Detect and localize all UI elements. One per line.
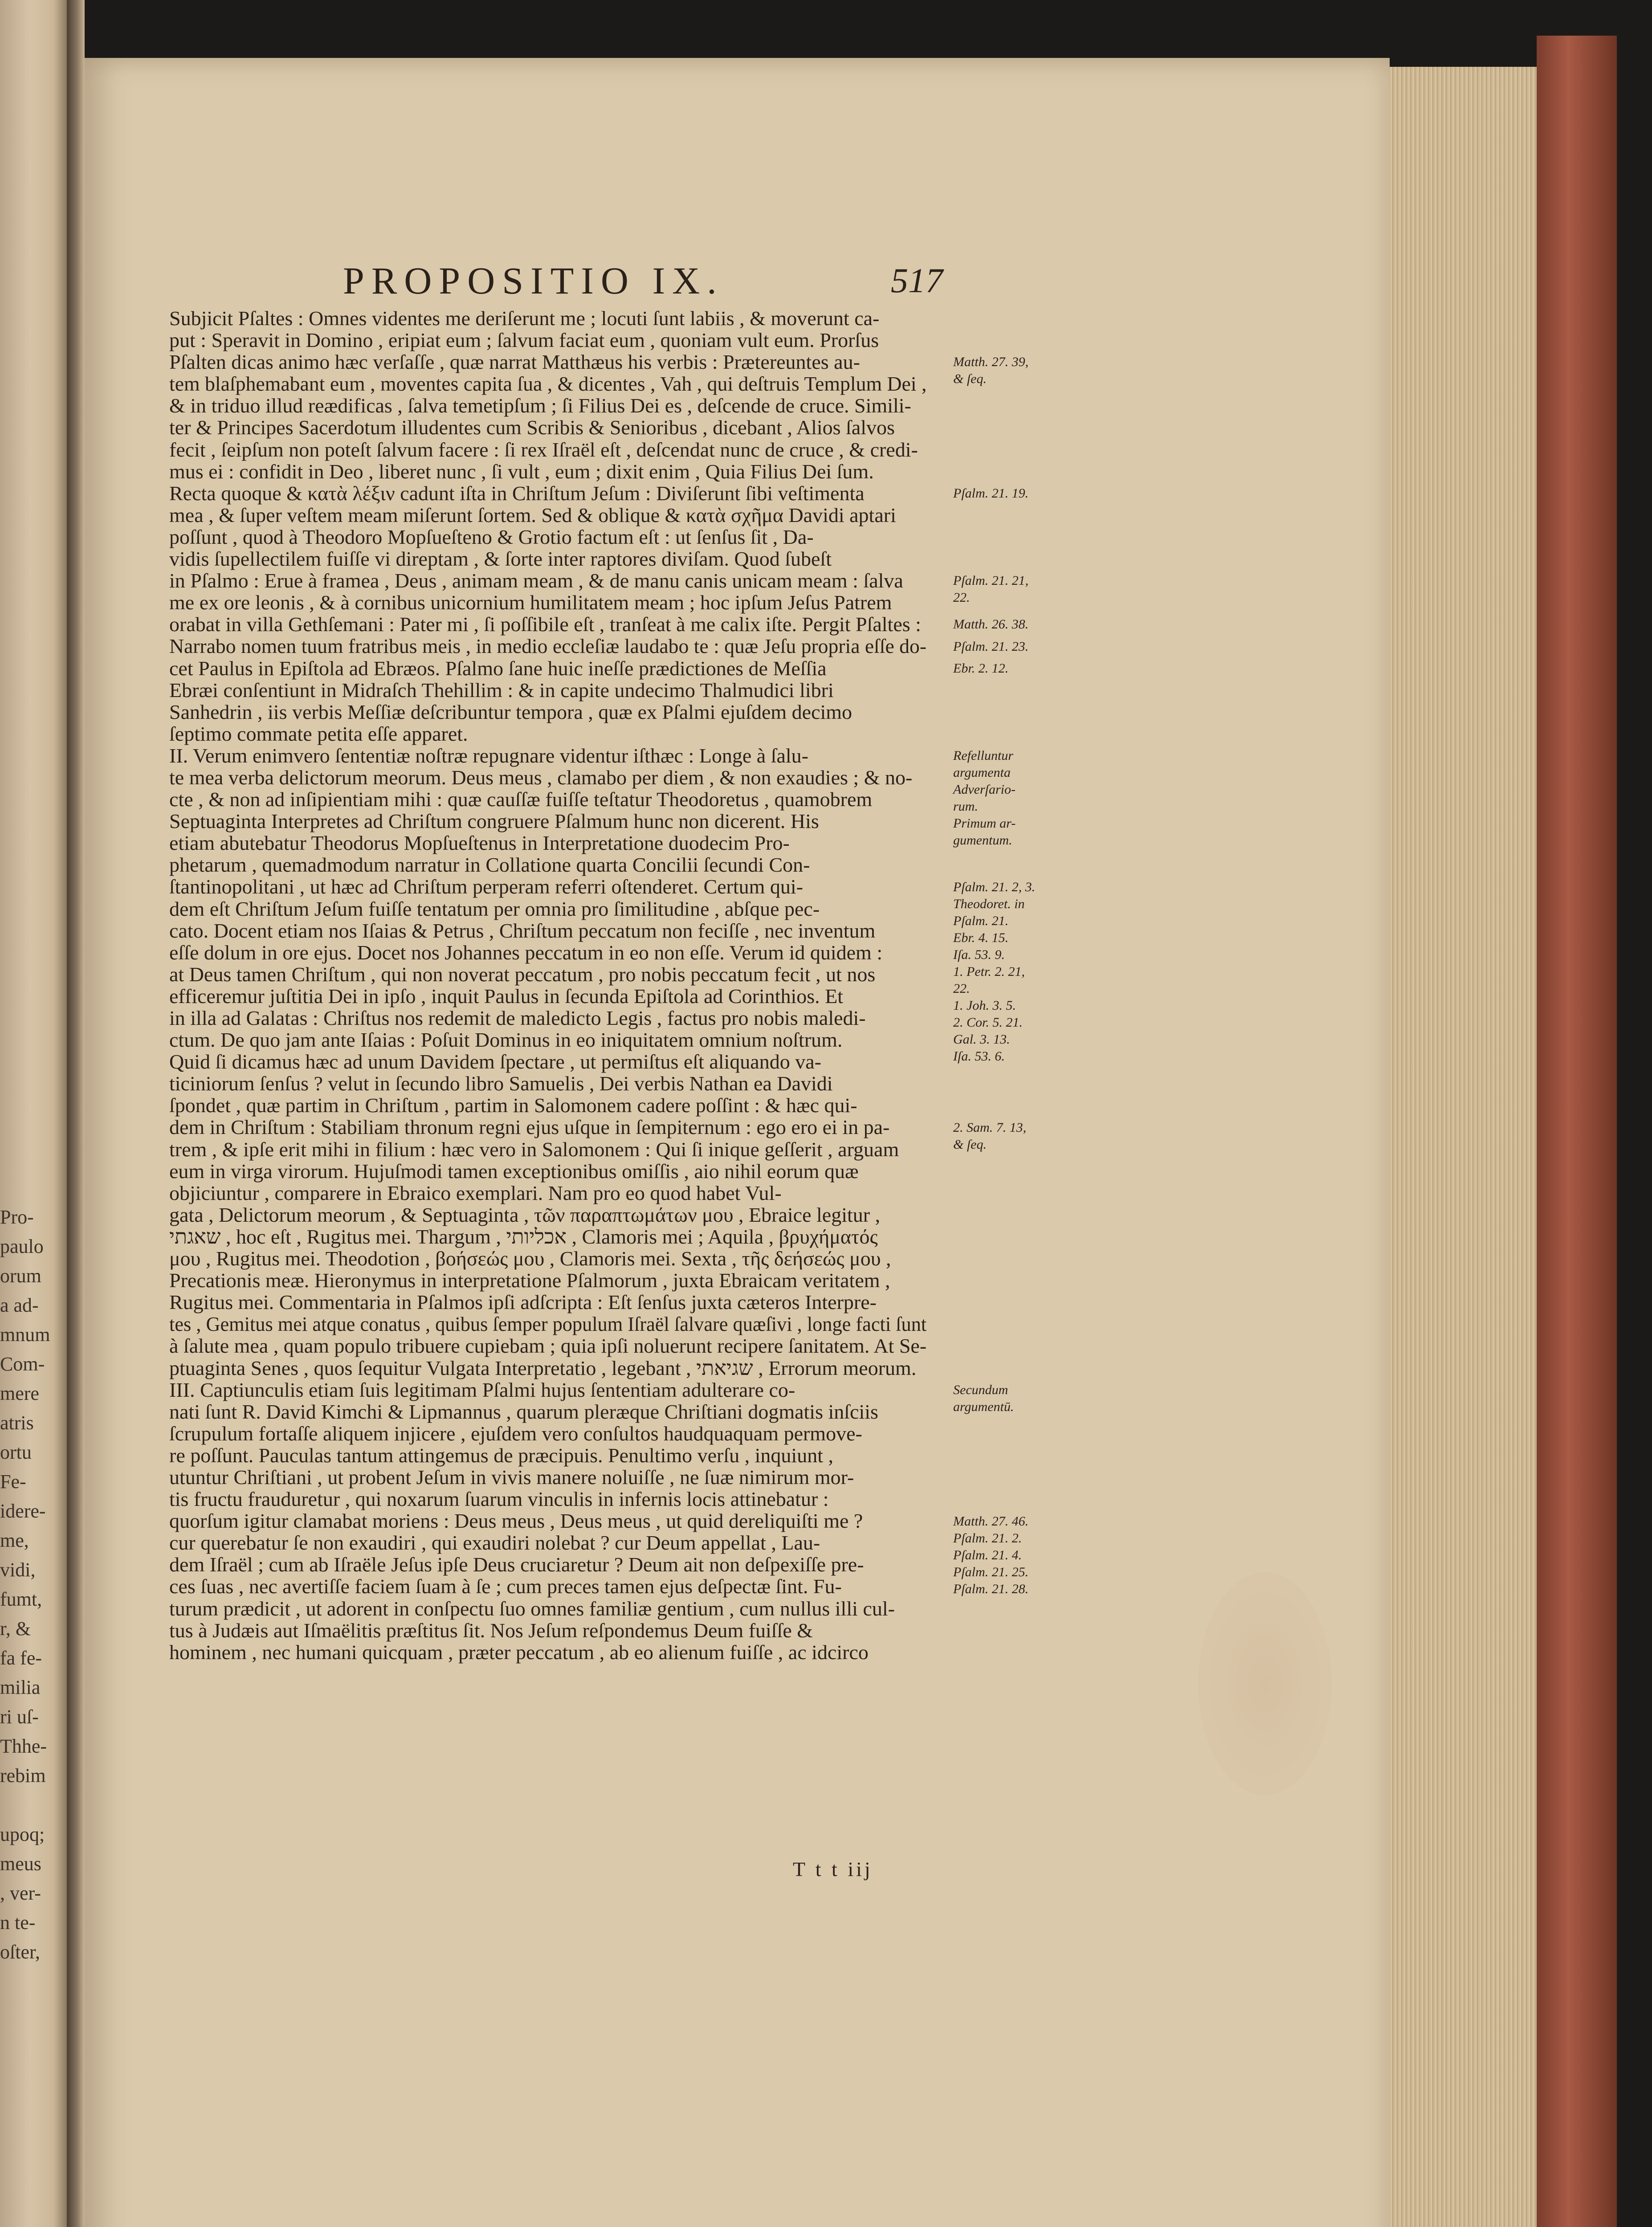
- margin-note-line: 1. Petr. 2. 21,: [953, 964, 1025, 979]
- margin-note: [953, 1119, 1026, 1153]
- left-fragment-line: oſter,: [0, 1941, 40, 1963]
- text-line: Recta quoque & κατὰ λέξιν cadunt iſta in Chriſtum Jeſum : Diviſerunt ſibi veſtimenta: [169, 481, 865, 505]
- text-line: nati ſunt R. David Kimchi & Lipmannus , quarum pleræque Chriſtiani dogmatis inſciis: [169, 1400, 878, 1423]
- text-line: quorſum igitur clamabat moriens : Deus meus , Deus meus , ut quid dereliquiſti me ?: [169, 1509, 863, 1533]
- margin-note-line: Iſa. 53. 6.: [953, 1048, 1005, 1064]
- text-line: tes , Gemitus mei atque conatus , quibus ſemper populum Iſraël ſalvare quæſivi , longe facti ſunt: [169, 1313, 927, 1336]
- text-line: trem , & ipſe erit mihi in filium : hæc vero in Salomonem : Qui ſi inique geſſerit , arguam: [169, 1138, 899, 1161]
- left-fragment-line: [0, 1791, 62, 1820]
- text-line: à ſalute mea , quam populo tribuere cupiebam ; quia ipſi noluerunt recipere ſanitatem. At Se-: [169, 1334, 927, 1358]
- margin-note-line: Pſalm. 21. 28.: [953, 1581, 1029, 1596]
- margin-note-line: Pſalm. 21. 25.: [953, 1564, 1029, 1579]
- text-line: ſeptimo commate petita eſſe apparet.: [169, 722, 468, 745]
- text-line: orabat in villa Gethſemani : Pater mi , ſi poſſibile eſt , tranſeat à me calix iſte. Pergit Pſaltes :: [169, 613, 921, 636]
- page-block-edge: [1390, 67, 1537, 2227]
- text-line: dem in Chriſtum : Stabiliam thronum regni ejus uſque in ſempiternum : ego ero ei in pa-: [169, 1116, 890, 1139]
- running-head: PROPOSITIO IX.: [343, 259, 724, 302]
- text-line: שאגתי , hoc eſt , Rugitus mei. Thargum , אכליותי , Clamoris mei ; Aquila , βρυχήματός: [169, 1225, 878, 1248]
- margin-note-line: 22.: [953, 590, 970, 605]
- text-line: Narrabo nomen tuum fratribus meis , in medio eccleſiæ laudabo te : quæ Jeſu propria eſſe do-: [169, 635, 927, 658]
- margin-note-line: Pſalm. 21. 2.: [953, 1530, 1022, 1546]
- left-fragment-line: mnum: [0, 1324, 50, 1346]
- left-fragment-line: atris: [0, 1412, 34, 1434]
- left-fragment-line: a ad-: [0, 1294, 39, 1316]
- text-line: hominem , nec humani quicquam , præter peccatum , ab eo alienum fuiſſe , ac idcirco: [169, 1640, 869, 1664]
- text-line: ter & Principes Sacerdotum illudentes cum Scribis & Senioribus , dicebant , Alios ſalvos: [169, 416, 895, 439]
- left-fragment-line: Fe-: [0, 1471, 26, 1493]
- text-line: poſſunt , quod à Theodoro Mopſueſteno & Grotio factum eſt : ut ſenſus ſit , Da-: [169, 525, 814, 548]
- margin-note-line: Ebr. 4. 15.: [953, 930, 1009, 945]
- text-line: dem Iſraël ; cum ab Iſraële Jeſus ipſe Deus cruciaretur ? Deum ait non deſpexiſſe pre-: [169, 1553, 864, 1576]
- margin-note: [953, 879, 1035, 1065]
- margin-note: [953, 747, 1016, 849]
- text-line: te mea verba delictorum meorum. Deus meus , clamabo per diem , & non exaudies ; & no-: [169, 766, 913, 789]
- text-line: re poſſunt. Pauculas tantum attingemus de præcipuis. Penultimo verſu , inquiunt ,: [169, 1444, 833, 1467]
- left-fragment-line: upoq;: [0, 1823, 45, 1845]
- text-line: Quid ſi dicamus hæc ad unum Davidem ſpectare , ut permiſtus eſt aliquando va-: [169, 1050, 821, 1073]
- text-line: etiam abutebatur Theodorus Mopſueſtenus in Interpretatione duodecim Pro-: [169, 832, 790, 855]
- text-line: ſcrupulum fortaſſe aliquem injicere , ejuſdem vero conſultos haudquaquam permove-: [169, 1422, 862, 1445]
- main-text-block: [169, 307, 926, 1663]
- text-line: ticiniorum ſenſus ? velut in ſecundo libro Samuelis , Dei verbis Nathan ea Davidi: [169, 1072, 833, 1095]
- text-line: ctum. De quo jam ante Iſaias : Poſuit Dominus in eo iniquitatem omnium noſtrum.: [169, 1028, 843, 1052]
- text-line: turum prædicit , ut adorent in conſpectu ſuo omnes familiæ gentium , cum nullus illi cul-: [169, 1597, 895, 1620]
- left-fragment-line: r, &: [0, 1618, 31, 1640]
- margin-note-line: Matth. 27. 39,: [953, 355, 1029, 370]
- margin-note-line: Pſalm. 21. 19.: [953, 485, 1029, 501]
- left-page-fragments: [0, 1203, 62, 1967]
- signature-mark: T t t iij: [793, 1858, 873, 1880]
- book-gutter: [67, 0, 85, 2227]
- margin-note-line: Adverſario-: [953, 782, 1016, 797]
- text-line: dem eſt Chriſtum Jeſum fuiſſe tentatum per omnia pro ſimilitudine , abſque pec-: [169, 897, 820, 920]
- margin-note-line: Pſalm. 21. 4.: [953, 1547, 1022, 1562]
- text-line: Subjicit Pſaltes : Omnes videntes me deriſerunt me ; locuti ſunt labiis , & moverunt ca-: [169, 307, 880, 330]
- left-fragment-line: milia: [0, 1676, 41, 1698]
- margin-note-line: Secundum: [953, 1382, 1008, 1397]
- text-line: efficeremur juſtitia Dei in ipſo , inquit Paulus in ſecunda Epiſtola ad Corinthios. Et: [169, 984, 844, 1007]
- margin-note-line: Pſalm. 21. 23.: [953, 639, 1029, 654]
- left-page-edge: [0, 0, 67, 2227]
- left-fragment-line: idere-: [0, 1500, 46, 1522]
- text-line: & in triduo illud reædificas , ſalva temetipſum ; ſi Filius Dei es , deſcende de cruce. Simili-: [169, 394, 911, 417]
- margin-note-line: Pſalm. 21. 2, 3.: [953, 879, 1036, 894]
- left-fragment-line: me,: [0, 1530, 29, 1551]
- left-fragment-line: paulo: [0, 1236, 44, 1257]
- margin-note: [953, 485, 1028, 502]
- margin-note-line: Matth. 26. 38.: [953, 617, 1029, 632]
- margin-note-line: 22.: [953, 981, 970, 996]
- margin-note-line: rum.: [953, 799, 978, 814]
- left-fragment-line: fa fe-: [0, 1647, 42, 1669]
- text-line: tem blaſphemabant eum , moventes capita ſua , & dicentes , Vah , qui deſtruis Templum Dei ,: [169, 372, 927, 396]
- text-line: in Pſalmo : Erue à framea , Deus , animam meam , & de manu canis unicam meam : ſalva: [169, 569, 903, 592]
- text-line: utuntur Chriſtiani , ut probent Jeſum in vivis manere noluiſſe , ne ſuæ nimirum mor-: [169, 1465, 854, 1489]
- text-line: tis fructu frauduretur , qui noxarum ſuarum vinculis in infernis locis attinebatur :: [169, 1488, 829, 1511]
- margin-note-line: Primum ar-: [953, 816, 1016, 831]
- text-line: phetarum , quemadmodum narratur in Collatione quarta Concilii ſecundi Con-: [169, 853, 810, 877]
- left-fragment-line: ri uſ-: [0, 1706, 39, 1728]
- margin-note: [953, 638, 1028, 655]
- text-line: ptuaginta Senes , quos ſequitur Vulgata Interpretatio , legebant , שגיאתי , Errorum meorum.: [169, 1356, 917, 1379]
- text-line: Pſalten dicas animo hæc verſaſſe , quæ narrat Matthæus his verbis : Prætereuntes au-: [169, 351, 860, 374]
- margin-note-line: argumenta: [953, 765, 1011, 780]
- left-fragment-line: n te-: [0, 1912, 36, 1933]
- left-fragment-line: mere: [0, 1383, 39, 1404]
- text-line: fecit , ſeipſum non poteſt ſalvum facere : ſi rex Iſraël eſt , deſcendat nunc de cruce , & credi-: [169, 438, 918, 461]
- margin-note: [953, 616, 1028, 633]
- text-line: mus ei : confidit in Deo , liberet nunc , ſi vult , eum ; dixit enim , Quia Filius Dei ſum.: [169, 460, 874, 483]
- text-line: cur querebatur ſe non exaudiri , qui exaudiri nolebat ? cur Deum appellat , Lau-: [169, 1531, 820, 1554]
- left-fragment-line: meus: [0, 1853, 41, 1875]
- margin-note: [953, 660, 1008, 677]
- text-line: ces ſuas , nec avertiſſe faciem ſuam à ſe ; cum preces tamen ejus deſpectæ ſint. Fu-: [169, 1575, 842, 1598]
- margin-note-line: & ſeq.: [953, 371, 987, 387]
- text-line: me ex ore leonis , & à cornibus unicornium humilitatem meam ; hoc ipſum Jeſus Patrem: [169, 591, 892, 614]
- margin-note: [953, 572, 1028, 606]
- margin-note: [953, 354, 1028, 387]
- margin-note-line: 1. Joh. 3. 5.: [953, 998, 1016, 1013]
- text-line: Sanhedrin , iis verbis Meſſiæ deſcribuntur tempora , quæ ex Pſalmi ejuſdem decimo: [169, 700, 853, 723]
- margin-note-line: Theodoret. in: [953, 896, 1025, 911]
- margin-note-line: 2. Cor. 5. 21.: [953, 1015, 1023, 1030]
- text-line: objiciuntur , comparere in Ebraico exemplari. Nam pro eo quod habet Vul-: [169, 1181, 782, 1204]
- left-fragment-line: ortu: [0, 1441, 32, 1463]
- left-fragment-line: rebim: [0, 1765, 46, 1786]
- margin-note-line: 2. Sam. 7. 13,: [953, 1120, 1027, 1135]
- margin-note-line: Pſalm. 21. 21,: [953, 573, 1029, 588]
- text-line: tus à Judæis aut Iſmaëlitis præſtitus ſit. Nos Jeſum reſpondemus Deum fuiſſe &: [169, 1619, 813, 1642]
- text-line: Septuaginta Interpretes ad Chriſtum congruere Pſalmum hunc non dicerent. His: [169, 810, 819, 833]
- margin-note-line: Gal. 3. 13.: [953, 1032, 1010, 1047]
- text-line: gata , Delictorum meorum , & Septuaginta , τῶν παραπτωμάτων μου , Ebraice legitur ,: [169, 1203, 881, 1226]
- margin-note-line: gumentum.: [953, 833, 1012, 848]
- text-line: cte , & non ad inſipientiam mihi : quæ cauſſæ fuiſſe teſtatur Theodoretus , quamobrem: [169, 788, 873, 811]
- left-fragment-line: orum: [0, 1265, 41, 1287]
- left-fragment-line: , ver-: [0, 1882, 41, 1904]
- text-line: μου , Rugitus mei. Theodotion , βοήσεώς μου , Clamoris mei. Sexta , τῆς δεήσεώς μου ,: [169, 1247, 891, 1270]
- text-line: ſtantinopolitani , ut hæc ad Chriſtum perperam referri oſtenderet. Certum qui-: [169, 875, 804, 898]
- text-line: put : Speravit in Domino , eripiat eum ; ſalvum faciat eum , quoniam vult eum. Prorſus: [169, 329, 879, 352]
- text-line: eſſe dolum in ore ejus. Docet nos Johannes peccatum in eo non eſſe. Verum id quidem :: [169, 941, 883, 964]
- text-line: Ebræi conſentiunt in Midraſch Thehillim : & in capite undecimo Thalmudici libri: [169, 678, 834, 702]
- text-line: Precationis meæ. Hieronymus in interpretatione Pſalmorum , juxta Ebraicam veritatem ,: [169, 1269, 890, 1292]
- text-line: mea , & ſuper veſtem meam miſerunt ſortem. Sed & oblique & κατὰ σχῆμα Davidi aptari: [169, 503, 896, 526]
- margin-note: [953, 1382, 1014, 1415]
- text-line: II. Verum enimvero ſententiæ noſtræ repugnare videntur iſthæc : Longe à ſalu-: [169, 744, 808, 767]
- paper-stain: [1198, 1572, 1332, 1795]
- margin-note: [953, 1513, 1028, 1598]
- margin-note-line: Iſa. 53. 9.: [953, 947, 1005, 962]
- text-line: cato. Docent etiam nos Iſaias & Petrus , Chriſtum peccatum non feciſſe , nec inventum: [169, 919, 876, 942]
- text-line: in illa ad Galatas : Chriſtus nos redemit de maledicto Legis , factus pro nobis maledi-: [169, 1007, 866, 1029]
- book-cover-edge: [1537, 36, 1617, 2227]
- left-fragment-line: Com-: [0, 1353, 45, 1375]
- left-fragment-line: vidi,: [0, 1559, 36, 1581]
- text-line: cet Paulus in Epiſtola ad Ebræos. Pſalmo ſane huic ineſſe prædictiones de Meſſia: [169, 657, 827, 680]
- text-line: vidis ſupellectilem fuiſſe vi direptam , & ſorte inter raptores diviſam. Quod ſubeſt: [169, 547, 832, 571]
- margin-note-line: Pſalm. 21.: [953, 913, 1009, 928]
- page-number: 517: [891, 261, 943, 300]
- left-fragment-line: fumt,: [0, 1588, 42, 1610]
- text-line: at Deus tamen Chriſtum , qui non noverat peccatum , pro nobis peccatum fecit , ut nos: [169, 963, 876, 986]
- left-fragment-line: Thhe-: [0, 1735, 47, 1757]
- text-line: ſpondet , quæ partim in Chriſtum , partim in Salomonem cadere poſſint : & hæc qui-: [169, 1094, 857, 1117]
- text-line: Rugitus mei. Commentaria in Pſalmos ipſi adſcripta : Eſt ſenſus juxta cæteros Interpre-: [169, 1291, 877, 1314]
- margin-note-line: & ſeq.: [953, 1137, 987, 1152]
- text-line: III. Captiunculis etiam ſuis legitimam Pſalmi hujus ſententiam adulterare co-: [169, 1378, 795, 1401]
- margin-note-line: Ebr. 2. 12.: [953, 661, 1009, 676]
- text-line: eum in virga virorum. Hujuſmodi tamen exceptionibus omiſſis , aio nihil eorum quæ: [169, 1159, 859, 1183]
- margin-note-line: Matth. 27. 46.: [953, 1513, 1029, 1529]
- margin-note-line: Refelluntur: [953, 748, 1013, 763]
- margin-note-line: argumentū.: [953, 1399, 1014, 1414]
- left-fragment-line: Pro-: [0, 1206, 34, 1228]
